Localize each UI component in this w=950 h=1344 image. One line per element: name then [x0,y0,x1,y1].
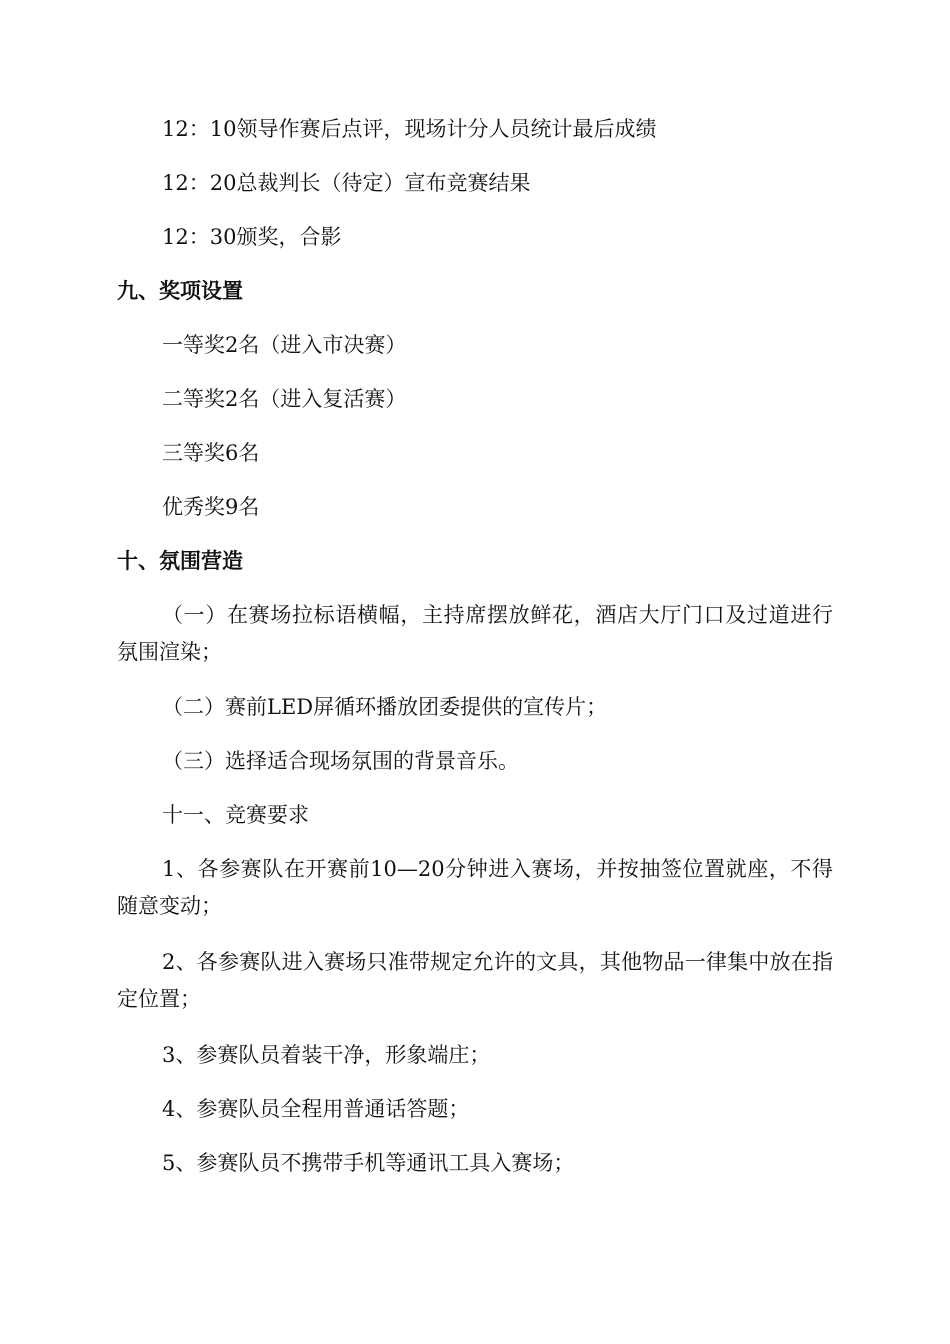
award-item: 一等奖2名（进入市决赛） [162,333,407,357]
award-item: 三等奖6名 [162,441,260,465]
schedule-item: 12：10领导作赛后点评，现场计分人员统计最后成绩 [162,117,657,141]
atmosphere-item: （一）在赛场拉标语横幅，主持席摆放鲜花，酒店大厅门口及过道进行氛围渲染； [117,603,833,664]
requirement-item: 3、参赛队员着装干净，形象端庄； [162,1043,491,1067]
requirement-item: 5、参赛队员不携带手机等通讯工具入赛场； [162,1151,575,1175]
section-heading-awards: 九、奖项设置 [117,278,243,303]
section-heading-atmosphere: 十、氛围营造 [117,548,243,573]
requirement-item: 1、各参赛队在开赛前10—20分钟进入赛场，并按抽签位置就座，不得随意变动； [117,857,833,918]
award-item: 优秀奖9名 [162,495,260,519]
schedule-item: 12：20总裁判长（待定）宣布竞赛结果 [162,171,531,195]
section-heading-requirements: 十一、竞赛要求 [162,803,309,827]
schedule-item: 12：30颁奖，合影 [162,225,342,249]
atmosphere-item: （二）赛前LED屏循环播放团委提供的宣传片； [162,695,608,719]
award-item: 二等奖2名（进入复活赛） [162,387,407,411]
requirement-item: 4、参赛队员全程用普通话答题； [162,1097,470,1121]
atmosphere-item: （三）选择适合现场氛围的背景音乐。 [162,749,519,773]
requirement-item: 2、各参赛队进入赛场只准带规定允许的文具，其他物品一律集中放在指定位置； [117,950,833,1011]
